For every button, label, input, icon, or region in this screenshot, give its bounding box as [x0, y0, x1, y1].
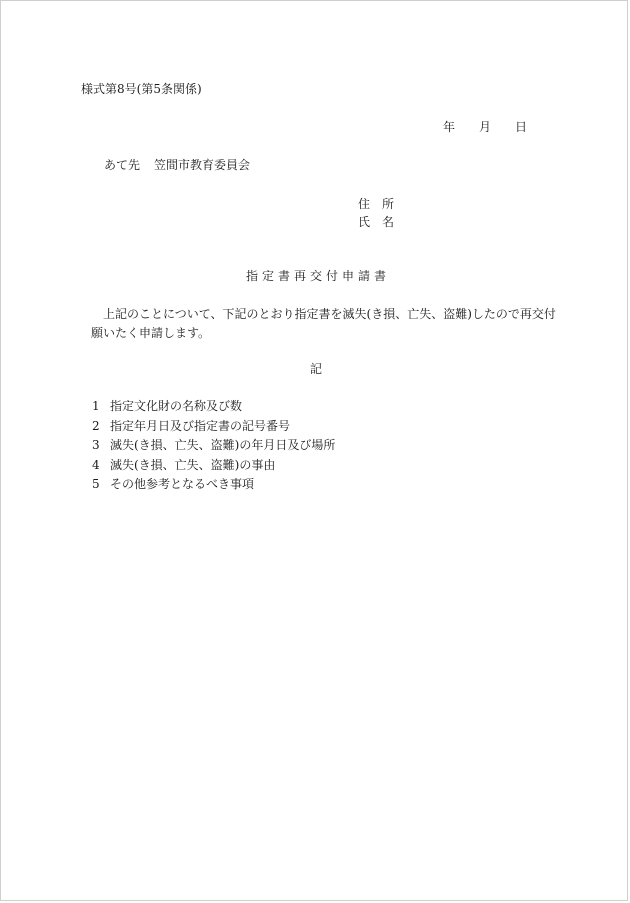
body-text	[91, 305, 556, 343]
body-line-2: 願いたく申請します。	[91, 326, 211, 340]
list-item	[92, 456, 335, 476]
addressee	[104, 157, 250, 173]
list-item	[92, 436, 335, 456]
item-number: 4	[92, 457, 100, 472]
item-number: 3	[92, 438, 100, 452]
item-text: その他参考となるべき事項	[110, 477, 255, 491]
date-month-label: 月	[479, 120, 492, 134]
date-line	[443, 119, 527, 135]
item-text: 指定文化財の名称及び数	[110, 399, 243, 413]
item-text: 指定年月日及び指定書の記号番号	[110, 418, 291, 433]
item-number: 2	[92, 418, 100, 433]
applicant-block	[358, 195, 394, 231]
item-text: 滅失(き損、亡失、盗難)の年月日及び場所	[110, 438, 336, 452]
form-number: 様式第8号(第5条関係)	[81, 82, 202, 96]
ki-heading: 記	[309, 362, 322, 376]
list-item	[92, 397, 335, 417]
date-day-label: 日	[515, 120, 528, 134]
address-label: 住 所	[358, 197, 395, 211]
item-list	[92, 397, 335, 495]
body-line-1: 上記のことについて、下記のとおり指定書を滅失(き損、亡失、盗難)したので再交付	[103, 307, 556, 321]
item-text: 滅失(き損、亡失、盗難)の事由	[110, 457, 276, 472]
item-number: 1	[92, 399, 100, 413]
list-item	[92, 417, 335, 437]
document-title: 指定書再交付申請書	[245, 269, 390, 283]
list-item	[92, 475, 335, 495]
name-label: 氏 名	[358, 215, 395, 229]
item-number: 5	[92, 477, 100, 491]
addressee-name: 笠間市教育委員会	[154, 158, 251, 172]
date-year-label: 年	[443, 120, 456, 134]
addressee-label: あて先	[104, 158, 141, 172]
